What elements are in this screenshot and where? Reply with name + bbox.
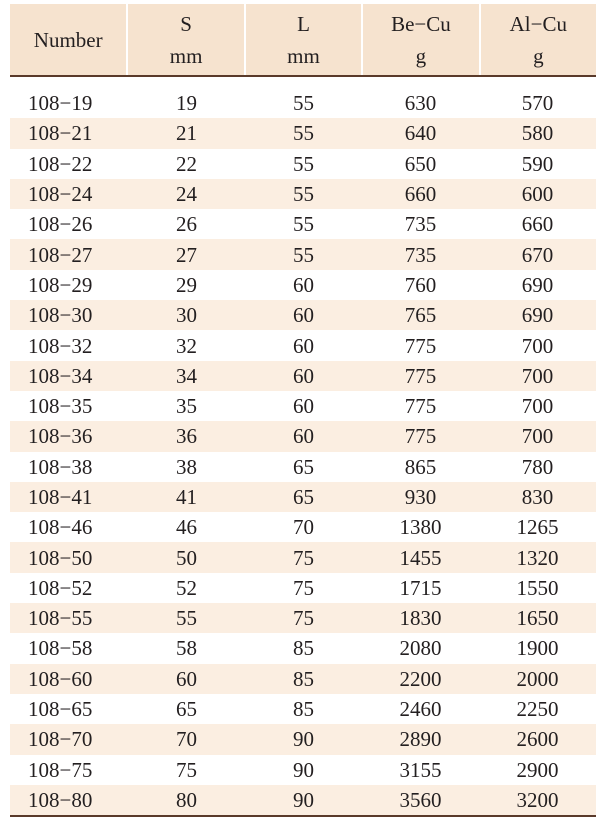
cell-number: 108−30 xyxy=(28,303,93,328)
cell-s: 24 xyxy=(176,182,197,207)
table-row xyxy=(10,512,596,542)
cell-l: 60 xyxy=(293,394,314,419)
cell-number: 108−70 xyxy=(28,727,93,752)
cell-number: 108−55 xyxy=(28,606,93,631)
cell-s: 70 xyxy=(176,727,197,752)
cell-be-cu: 2890 xyxy=(399,727,442,752)
table-row xyxy=(10,573,596,603)
cell-be-cu: 735 xyxy=(404,212,437,237)
cell-l: 60 xyxy=(293,303,314,328)
table-row xyxy=(10,785,596,815)
cell-number: 108−50 xyxy=(28,545,93,570)
cell-al-cu: 780 xyxy=(521,454,554,479)
cell-be-cu: 630 xyxy=(404,91,437,116)
cell-number: 108−41 xyxy=(28,485,93,509)
cell-s: 60 xyxy=(176,666,197,691)
cell-number: 108−60 xyxy=(28,666,93,691)
table-row xyxy=(10,361,596,391)
header-l-unit: mm xyxy=(287,43,320,68)
table-row xyxy=(10,300,596,330)
cell-s: 29 xyxy=(176,272,197,297)
cell-s: 36 xyxy=(176,424,197,449)
cell-number: 108−35 xyxy=(28,394,93,419)
bottom-rule xyxy=(10,815,596,817)
cell-al-cu: 1320 xyxy=(516,545,559,570)
cell-number: 108−36 xyxy=(28,424,93,449)
cell-al-cu: 690 xyxy=(521,303,554,328)
cell-s: 52 xyxy=(176,575,197,600)
header-al-cu-unit: g xyxy=(533,43,544,68)
header-be-cu xyxy=(361,4,478,75)
cell-l: 55 xyxy=(293,182,314,207)
table-row xyxy=(10,149,596,179)
cell-number: 108−24 xyxy=(28,182,93,207)
cell-be-cu: 775 xyxy=(404,333,437,358)
cell-number: 108−75 xyxy=(28,757,93,782)
cell-number: 108−27 xyxy=(28,242,93,267)
header-be-cu-unit: g xyxy=(415,43,427,68)
table-row xyxy=(10,482,596,512)
cell-number: 108−21 xyxy=(28,121,93,146)
cell-l: 55 xyxy=(293,212,314,237)
cell-l: 60 xyxy=(293,363,314,388)
header-be-cu-label: Be−Cu xyxy=(391,11,451,36)
cell-l: 85 xyxy=(293,697,314,722)
cell-l: 85 xyxy=(293,636,314,661)
cell-s: 32 xyxy=(176,333,197,358)
cell-al-cu: 590 xyxy=(521,151,554,176)
cell-al-cu: 1900 xyxy=(516,636,559,661)
cell-al-cu: 600 xyxy=(521,182,554,207)
header-al-cu-label: Al−Cu xyxy=(509,11,567,36)
spec-table xyxy=(10,4,596,817)
table-row xyxy=(10,209,596,239)
table-row xyxy=(10,270,596,300)
cell-l: 55 xyxy=(293,91,314,116)
cell-be-cu: 760 xyxy=(404,272,437,297)
cell-l: 70 xyxy=(293,515,314,540)
cell-be-cu: 930 xyxy=(404,485,437,509)
table-body xyxy=(10,88,596,815)
cell-l: 65 xyxy=(293,454,314,479)
cell-l: 90 xyxy=(293,727,314,752)
table-row xyxy=(10,330,596,360)
cell-s: 46 xyxy=(176,515,197,540)
cell-s: 21 xyxy=(176,121,197,146)
cell-be-cu: 3560 xyxy=(399,787,442,812)
cell-al-cu: 700 xyxy=(521,424,554,449)
header-al-cu xyxy=(479,4,596,75)
cell-al-cu: 670 xyxy=(521,242,554,267)
cell-be-cu: 1380 xyxy=(399,515,442,540)
cell-l: 60 xyxy=(293,333,314,358)
cell-l: 75 xyxy=(293,606,314,631)
cell-s: 58 xyxy=(176,636,197,661)
cell-number: 108−19 xyxy=(28,91,93,116)
table-row xyxy=(10,391,596,421)
cell-be-cu: 775 xyxy=(404,424,437,449)
cell-be-cu: 775 xyxy=(404,363,437,388)
header-number-label: Number xyxy=(33,27,103,52)
table-row xyxy=(10,755,596,785)
cell-be-cu: 2460 xyxy=(399,697,442,722)
cell-s: 30 xyxy=(176,303,197,328)
table-row xyxy=(10,724,596,754)
table-row xyxy=(10,694,596,724)
table-row xyxy=(10,603,596,633)
cell-number: 108−32 xyxy=(28,333,93,358)
cell-al-cu: 570 xyxy=(521,91,554,116)
header-number xyxy=(10,4,126,75)
table-row xyxy=(10,118,596,148)
cell-s: 80 xyxy=(176,787,197,812)
cell-be-cu: 775 xyxy=(404,394,437,419)
cell-al-cu: 1265 xyxy=(516,515,559,540)
cell-al-cu: 2900 xyxy=(516,757,559,782)
cell-be-cu: 735 xyxy=(404,242,437,267)
cell-l: 90 xyxy=(293,757,314,782)
cell-s: 19 xyxy=(176,91,197,116)
cell-l: 90 xyxy=(293,787,314,812)
header-s xyxy=(126,4,243,75)
cell-s: 34 xyxy=(176,363,197,388)
cell-be-cu: 865 xyxy=(404,454,437,479)
table-row xyxy=(10,179,596,209)
cell-al-cu: 2600 xyxy=(516,727,559,752)
cell-be-cu: 640 xyxy=(404,121,437,146)
cell-l: 55 xyxy=(293,121,314,146)
cell-number: 108−65 xyxy=(28,697,93,722)
cell-be-cu: 660 xyxy=(404,182,437,207)
cell-l: 75 xyxy=(293,575,314,600)
cell-al-cu: 2250 xyxy=(516,697,559,722)
table-row xyxy=(10,421,596,451)
cell-number: 108−58 xyxy=(28,636,93,661)
cell-s: 22 xyxy=(176,151,197,176)
cell-al-cu: 1650 xyxy=(516,606,559,631)
table-row xyxy=(10,542,596,572)
cell-s: 26 xyxy=(176,212,197,237)
cell-l: 60 xyxy=(293,272,314,297)
header-l-label: L xyxy=(297,11,310,36)
cell-s: 38 xyxy=(176,454,197,479)
cell-al-cu: 3200 xyxy=(516,787,559,812)
cell-be-cu: 1715 xyxy=(399,575,442,600)
cell-l: 60 xyxy=(293,424,314,449)
cell-number: 108−46 xyxy=(28,515,93,540)
header-s-label: S xyxy=(180,11,192,36)
cell-number: 108−26 xyxy=(28,212,93,237)
cell-al-cu: 700 xyxy=(521,394,554,419)
cell-number: 108−38 xyxy=(28,454,93,479)
cell-be-cu: 765 xyxy=(404,303,437,328)
cell-l: 55 xyxy=(293,151,314,176)
header-s-unit: mm xyxy=(169,43,203,68)
header-gap xyxy=(10,77,596,88)
cell-s: 75 xyxy=(176,757,197,782)
cell-s: 27 xyxy=(176,242,197,267)
cell-be-cu: 1455 xyxy=(399,545,442,570)
cell-l: 85 xyxy=(293,666,314,691)
table-header xyxy=(10,4,596,77)
cell-s: 35 xyxy=(176,394,197,419)
cell-be-cu: 650 xyxy=(404,151,437,176)
cell-al-cu: 700 xyxy=(521,333,554,358)
cell-l: 65 xyxy=(293,485,314,509)
table-row xyxy=(10,664,596,694)
cell-al-cu: 2000 xyxy=(516,666,559,691)
cell-s: 50 xyxy=(176,545,197,570)
cell-s: 41 xyxy=(176,485,197,509)
table-row xyxy=(10,239,596,269)
cell-s: 65 xyxy=(176,697,197,722)
cell-be-cu: 1830 xyxy=(399,606,442,631)
cell-al-cu: 580 xyxy=(521,121,554,146)
cell-number: 108−34 xyxy=(28,363,93,388)
cell-al-cu: 690 xyxy=(521,272,554,297)
cell-be-cu: 2200 xyxy=(399,666,442,691)
cell-l: 55 xyxy=(293,242,314,267)
table-row xyxy=(10,88,596,118)
cell-al-cu: 700 xyxy=(521,363,554,388)
cell-number: 108−80 xyxy=(28,787,93,812)
cell-s: 55 xyxy=(176,606,197,631)
header-l xyxy=(244,4,361,75)
cell-number: 108−29 xyxy=(28,272,93,297)
cell-be-cu: 3155 xyxy=(399,757,442,782)
cell-al-cu: 1550 xyxy=(516,575,559,600)
table-row xyxy=(10,452,596,482)
cell-al-cu: 830 xyxy=(521,485,554,509)
cell-number: 108−52 xyxy=(28,575,93,600)
table-row xyxy=(10,633,596,663)
cell-l: 75 xyxy=(293,545,314,570)
cell-al-cu: 660 xyxy=(521,212,554,237)
cell-be-cu: 2080 xyxy=(399,636,442,661)
cell-number: 108−22 xyxy=(28,151,93,176)
